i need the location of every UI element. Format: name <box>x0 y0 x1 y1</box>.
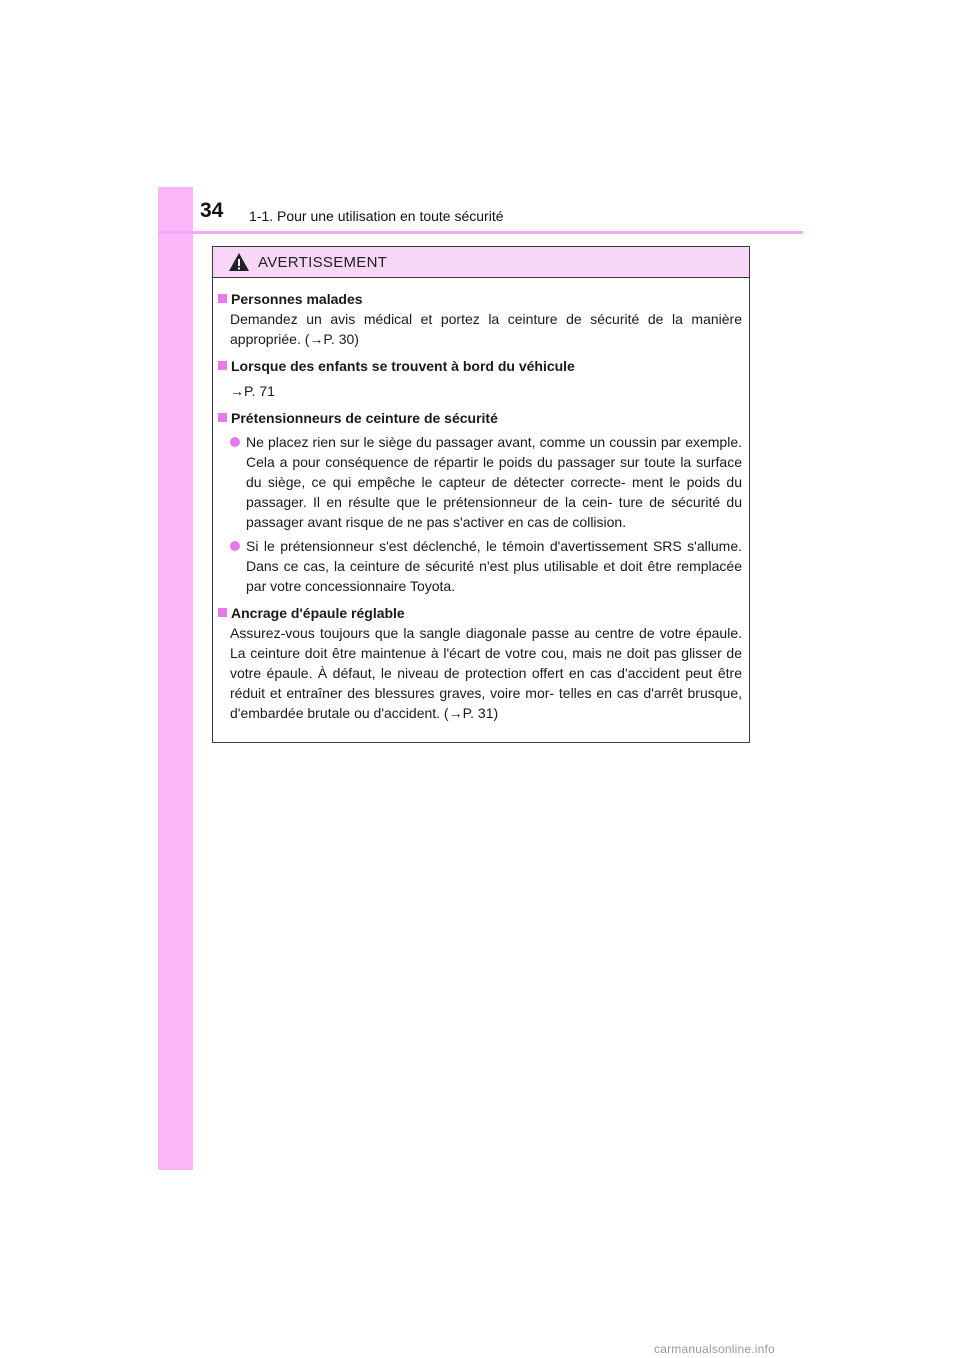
paragraph-ancrage: Assurez-vous toujours que la sangle diagonale passe au centre de votre épaule. La ceinture doit être maintenue à l'écart de votre cou, mais ne doit pas glisser de votre épaule. À défaut, le niveau de protection offert en cas d'accident peut être réduit et entraîner des blessures graves, voire mor- telles en cas d'arrêt brusque, d'embardée brutale ou d'accident. (→P. 31) <box>230 625 742 721</box>
paragraph-personnes-malades: Demandez un avis médical et portez la ceinture de sécurité de la manière appropriée. (→P. 30) <box>230 311 742 347</box>
side-color-band <box>158 187 193 1170</box>
footer-watermark: carmanualsonline.info <box>654 1342 775 1356</box>
warning-body <box>213 278 749 723</box>
heading-text: Lorsque des enfants se trouvent à bord du véhicule <box>231 358 575 374</box>
heading-text: Ancrage d'épaule réglable <box>231 605 405 621</box>
heading-enfants <box>218 356 742 376</box>
bullet-text: Ne placez rien sur le siège du passager avant, comme un coussin par exemple. Cela a pour conséquence de répartir le poids du passager sur toute la surface du siège, ce qui empêche le capteur de détecter correcte- ment le poids du passager. Il en résulte que le prétensionneur de la cein- ture de sécurité du passager avant risque de ne pas s'activer en cas de collision. <box>246 434 742 530</box>
round-bullet-icon <box>230 541 240 551</box>
warning-title: AVERTISSEMENT <box>258 253 388 271</box>
header-rule <box>158 231 803 234</box>
bullet-text: Si le prétensionneur s'est déclenché, le témoin d'avertissement SRS s'allume. Dans ce cas, la ceinture de sécurité n'est plus utilisable et doit être remplacée par votre concessionnaire Toyota. <box>246 538 742 594</box>
heading-pretensionneurs <box>218 408 742 428</box>
heading-ancrage <box>218 603 742 623</box>
section-title: 1-1. Pour une utilisation en toute sécurité <box>249 208 504 224</box>
page-reference-enfants: →P. 71 <box>230 383 275 399</box>
heading-text: Personnes malades <box>231 291 363 307</box>
square-bullet-icon <box>218 413 227 422</box>
bullet-item <box>218 536 742 596</box>
warning-triangle-icon <box>228 252 250 272</box>
square-bullet-icon <box>218 608 227 617</box>
page-number: 34 <box>200 199 224 222</box>
square-bullet-icon <box>218 294 227 303</box>
round-bullet-icon <box>230 437 240 447</box>
square-bullet-icon <box>218 361 227 370</box>
bullet-item <box>218 432 742 532</box>
heading-personnes-malades <box>218 289 742 309</box>
warning-box <box>212 246 750 743</box>
heading-text: Prétensionneurs de ceinture de sécurité <box>231 410 498 426</box>
warning-header <box>213 247 749 278</box>
